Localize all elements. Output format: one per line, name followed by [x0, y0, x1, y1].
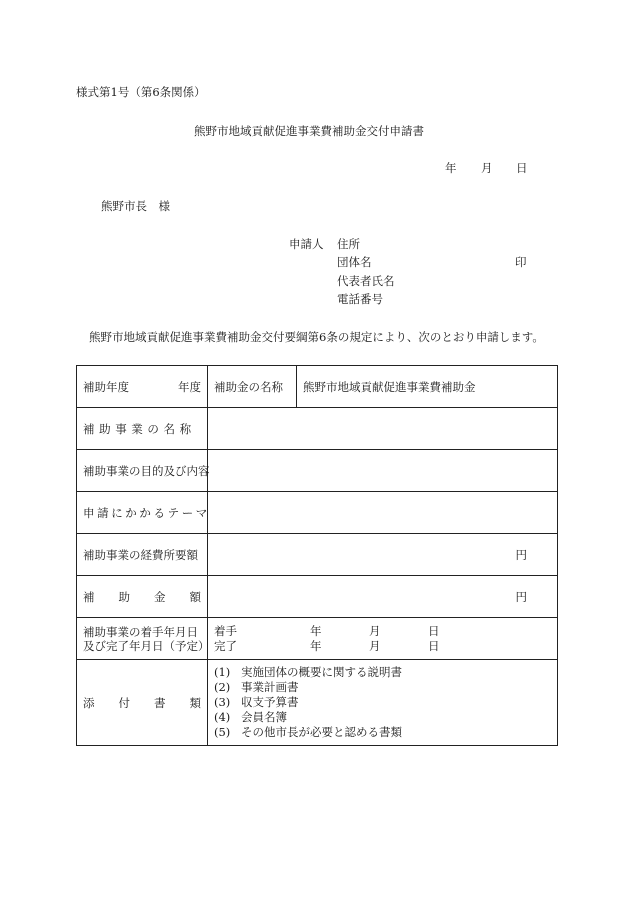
end-date-line [214, 639, 551, 654]
attachment-item: (1) 実施団体の概要に関する説明書 [214, 665, 402, 679]
row-attachments [77, 660, 558, 746]
document-title: 熊野市地域貢献促進事業費補助金交付申請書 [194, 124, 424, 138]
period-label-line-2: 及び完了年月日（予定） [83, 638, 210, 653]
fiscal-year-label: 補助年度 [77, 366, 112, 408]
row-fiscal-year [77, 366, 558, 408]
attachment-item: (5) その他市長が必要と認める書類 [214, 725, 402, 739]
attachments-list [208, 660, 558, 746]
project-name-label: 補助事業の名称 [77, 408, 208, 450]
attachment-item: (4) 会員名簿 [214, 710, 287, 724]
start-date-line [214, 624, 551, 639]
applicant-representative-label: 代表者氏名 [337, 274, 395, 288]
form-number: 様式第1号（第6条関係） [76, 85, 206, 99]
row-period [77, 618, 558, 660]
row-theme [77, 492, 558, 534]
end-day: 日 [428, 638, 440, 653]
start-day: 日 [428, 623, 440, 638]
date-day: 日 [516, 161, 528, 175]
project-name-field[interactable] [208, 408, 558, 450]
applicant-phone-label: 電話番号 [337, 292, 383, 306]
amount-label-cell [77, 576, 208, 618]
end-year: 年 [310, 638, 322, 653]
amount-label-char-3: 金 [154, 589, 166, 604]
subsidy-name-value: 熊野市地域貢献促進事業費補助金 [297, 366, 558, 408]
date-year: 年 [445, 161, 457, 175]
application-table [76, 365, 558, 746]
end-label: 完了 [214, 638, 237, 653]
attachments-label-char-3: 書 [154, 695, 166, 710]
amount-label-char-1: 補 [83, 589, 95, 604]
seal-mark: 印 [515, 255, 527, 269]
attachment-item: (3) 収支予算書 [214, 695, 299, 709]
period-label-line-1: 補助事業の着手年月日 [83, 624, 198, 639]
cost-label: 補助事業の経費所要額 [77, 534, 208, 576]
cost-field[interactable] [208, 534, 558, 576]
period-field[interactable] [208, 618, 558, 660]
attachments-label-char-1: 添 [83, 695, 95, 710]
applicant-org-label: 団体名 [337, 255, 372, 269]
row-project-name [77, 408, 558, 450]
statement: 熊野市地域貢献促進事業費補助金交付要綱第6条の規定により、次のとおり申請します。 [89, 330, 544, 344]
amount-field[interactable] [208, 576, 558, 618]
cost-unit: 円 [515, 547, 527, 562]
attachments-label-char-2: 付 [118, 695, 130, 710]
amount-unit: 円 [515, 589, 527, 604]
addressee: 熊野市長 様 [101, 199, 170, 213]
row-cost [77, 534, 558, 576]
theme-label: 申請にかかるテーマ [77, 492, 208, 534]
date-month: 月 [481, 161, 493, 175]
end-month: 月 [369, 638, 381, 653]
amount-label-char-4: 額 [189, 589, 201, 604]
row-purpose [77, 450, 558, 492]
start-month: 月 [369, 623, 381, 638]
fiscal-year-suffix: 年度 [178, 379, 201, 394]
attachments-label-cell [77, 660, 208, 746]
period-label [77, 618, 208, 660]
attachments-label-char-4: 類 [189, 695, 201, 710]
purpose-label: 補助事業の目的及び内容 [77, 450, 208, 492]
subsidy-name-label: 補助金の名称 [208, 366, 297, 408]
applicant-label: 申請人 [289, 237, 324, 251]
start-year: 年 [310, 623, 322, 638]
purpose-field[interactable] [208, 450, 558, 492]
start-label: 着手 [214, 623, 237, 638]
attachment-item: (2) 事業計画書 [214, 680, 299, 694]
row-amount [77, 576, 558, 618]
applicant-address-label: 住所 [337, 237, 360, 251]
amount-label-char-2: 助 [118, 589, 130, 604]
theme-field[interactable] [208, 492, 558, 534]
